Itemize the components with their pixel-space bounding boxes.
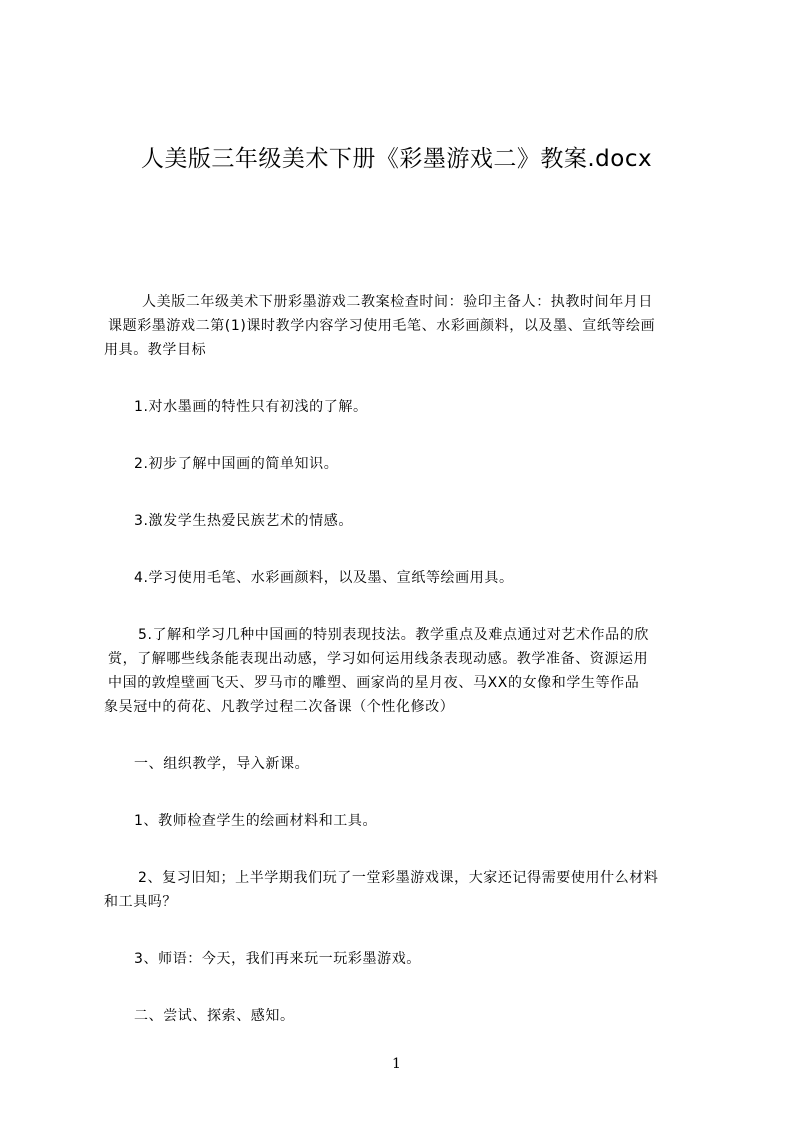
document-title: 人美版三年级美术下册《彩墨游戏二》教案.docx: [140, 146, 653, 172]
goal-item-5: [104, 623, 700, 719]
step-item-2: [104, 866, 700, 914]
section-heading: 二、尝试、探索、感知。: [134, 1008, 295, 1024]
text-line: 人美版二年级美术下册彩墨游戏二教案检查时间：验印主备人：执教时间年月日: [142, 294, 653, 310]
goal-item: 3.激发学生热爱民族艺术的情感。: [134, 513, 353, 529]
step-item: 3、师语：今天，我们再来玩一玩彩墨游戏。: [134, 951, 421, 967]
intro-paragraph: [104, 290, 700, 362]
text-line: 5.了解和学习几种中国画的特别表现技法。教学重点及难点通过对艺术作品的欣: [138, 627, 649, 643]
text-line: 2、复习旧知；上半学期我们玩了一堂彩墨游戏课，大家还记得需要使用什么材料: [138, 870, 659, 886]
page-number: 1: [392, 1056, 401, 1072]
text-line: 中国的敦煌壁画飞天、罗马市的雕塑、画家尚的星月夜、马XX的女像和学生等作品: [108, 675, 640, 691]
step-item: 1、教师检查学生的绘画材料和工具。: [134, 813, 378, 829]
goal-item: 2.初步了解中国画的简单知识。: [134, 456, 339, 472]
text-line: 赏，了解哪些线条能表现出动感，学习如何运用线条表现动感。教学准备、资源运用: [108, 651, 649, 667]
text-line: 和工具吗？: [104, 894, 177, 910]
goal-item: 4.学习使用毛笔、水彩画颜料，以及墨、宣纸等绘画用具。: [134, 570, 514, 586]
text-line: 用具。教学目标: [104, 342, 207, 358]
section-heading: 一、组织教学，导入新课。: [134, 756, 310, 772]
text-line: 象吴冠中的荷花、凡教学过程二次备课（个性化修改）: [104, 699, 455, 715]
document-body: [104, 290, 700, 1028]
text-line: 课题彩墨游戏二第(1)课时教学内容学习使用毛笔、水彩画颜料，以及墨、宣纸等绘画: [108, 318, 656, 334]
goal-item: 1.对水墨画的特性只有初浅的了解。: [134, 399, 368, 415]
